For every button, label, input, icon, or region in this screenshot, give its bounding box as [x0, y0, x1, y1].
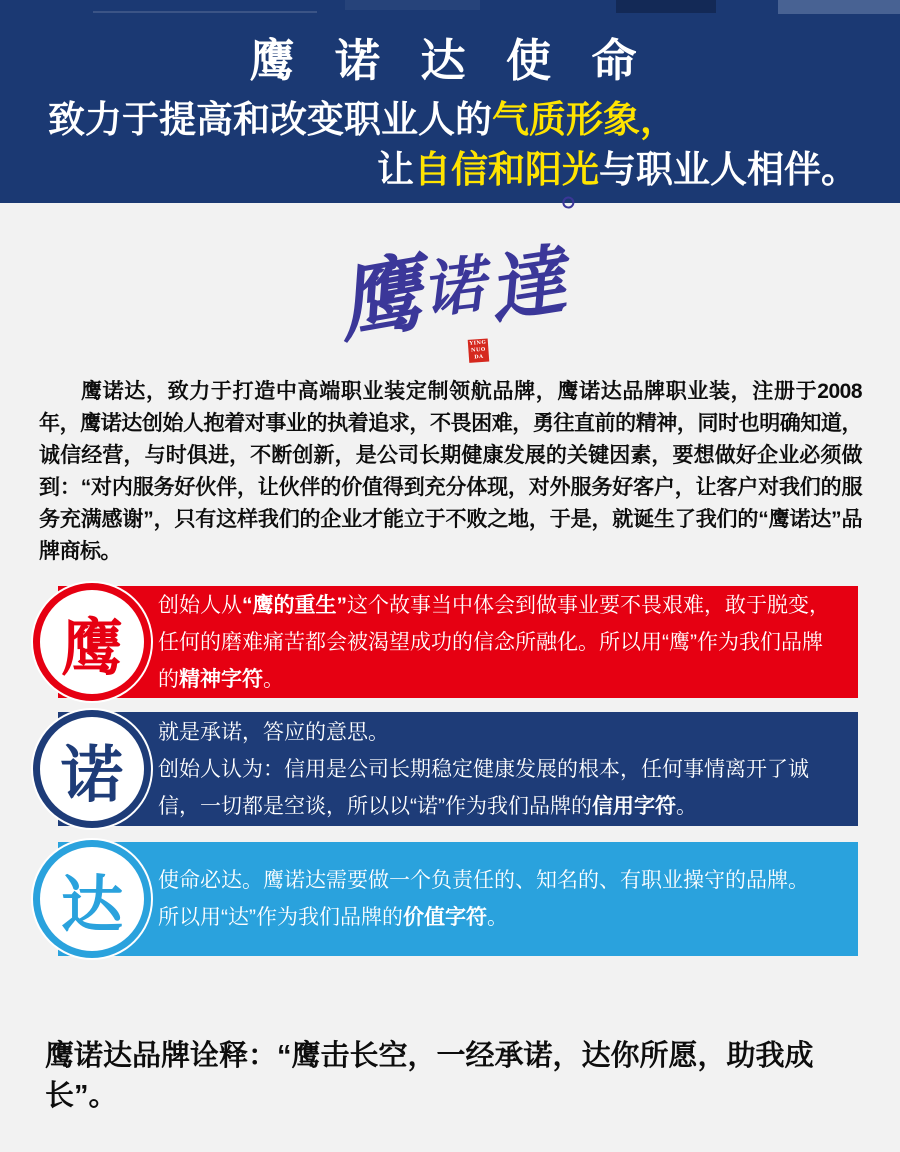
logo-area [0, 222, 900, 360]
header-banner [0, 0, 900, 203]
promise-band [58, 712, 858, 826]
promise-character-badge: 诺 [40, 717, 144, 821]
logo-character: 達 [482, 234, 572, 335]
header-top-remnant [616, 0, 716, 13]
registered-mark-icon [562, 196, 575, 209]
seal-text: DA [474, 353, 484, 360]
seal-text: NUO [470, 346, 487, 354]
subtitle-highlight: 气质形象， [492, 99, 677, 140]
logo-character: 诺 [418, 246, 489, 327]
subtitle-text: 致力于提高和改变职业人的 [48, 99, 492, 140]
seal-text: YING [469, 339, 487, 347]
brand-logo [329, 219, 572, 360]
brand-intro-paragraph: 鹰诺达，致力于打造中高端职业装定制领航品牌，鹰诺达品牌职业装，注册于2008年，鹰诺达创始人抱着对事业的执着追求，不畏困难，勇往直前的精神，同时也明确知道，诚信经营，与时俱进，不断创新，是公司长期健康发展的关键因素，要想做好企业必须做到：“对内服务好伙伴，让伙伴的价值得到充分体现，对外服务好客户，让客户对我们的服务充满感谢”，只有这样我们的企业才能立于不败之地，于是，就诞生了我们的“鹰诺达”品牌商标。 [39, 380, 862, 563]
header-top-remnant [778, 0, 900, 14]
eagle-description: 创始人从“鹰的重生”这个故事当中体会到做事业要不畏艰难，敢于脱变，任何的磨难痛苦都会被渴望成功的信念所融化。所以用“鹰”作为我们品牌的精神字符。 [158, 593, 830, 691]
subtitle-text: 与职业人相伴。 [599, 149, 858, 190]
brand-slogan: 鹰诺达品牌诠释：“鹰击长空，一经承诺，达你所愿，助我成长”。 [45, 1040, 814, 1112]
logo-seal-stamp-icon [468, 338, 490, 362]
reach-description: 使命必达。鹰诺达需要做一个负责任的、知名的、有职业操守的品牌。 所以用“达”作为我们品牌的价值字符。 [158, 869, 809, 929]
logo-character: 鹰 [329, 241, 430, 354]
reach-band [58, 842, 858, 956]
brand-row-eagle [0, 586, 900, 698]
header-top-remnant [345, 0, 480, 10]
subtitle-highlight: 自信和阳光 [414, 149, 599, 190]
eagle-band [58, 586, 858, 698]
brand-row-promise [0, 712, 900, 826]
header-subtitle [48, 95, 858, 195]
subtitle-line-2 [48, 145, 858, 195]
header-top-remnant [93, 11, 317, 13]
brand-row-reach [0, 842, 900, 956]
eagle-character-badge: 鹰 [40, 590, 144, 694]
subtitle-text: 让 [377, 149, 414, 190]
page-title: 鹰 诺 达 使 命 [249, 35, 651, 86]
reach-character-badge: 达 [40, 847, 144, 951]
subtitle-line-1 [48, 95, 858, 145]
promise-description: 就是承诺，答应的意思。 创始人认为：信用是公司长期稳定健康发展的根本，任何事情离开了诚信，一切都是空谈，所以以“诺”作为我们品牌的信用字符。 [158, 720, 809, 818]
